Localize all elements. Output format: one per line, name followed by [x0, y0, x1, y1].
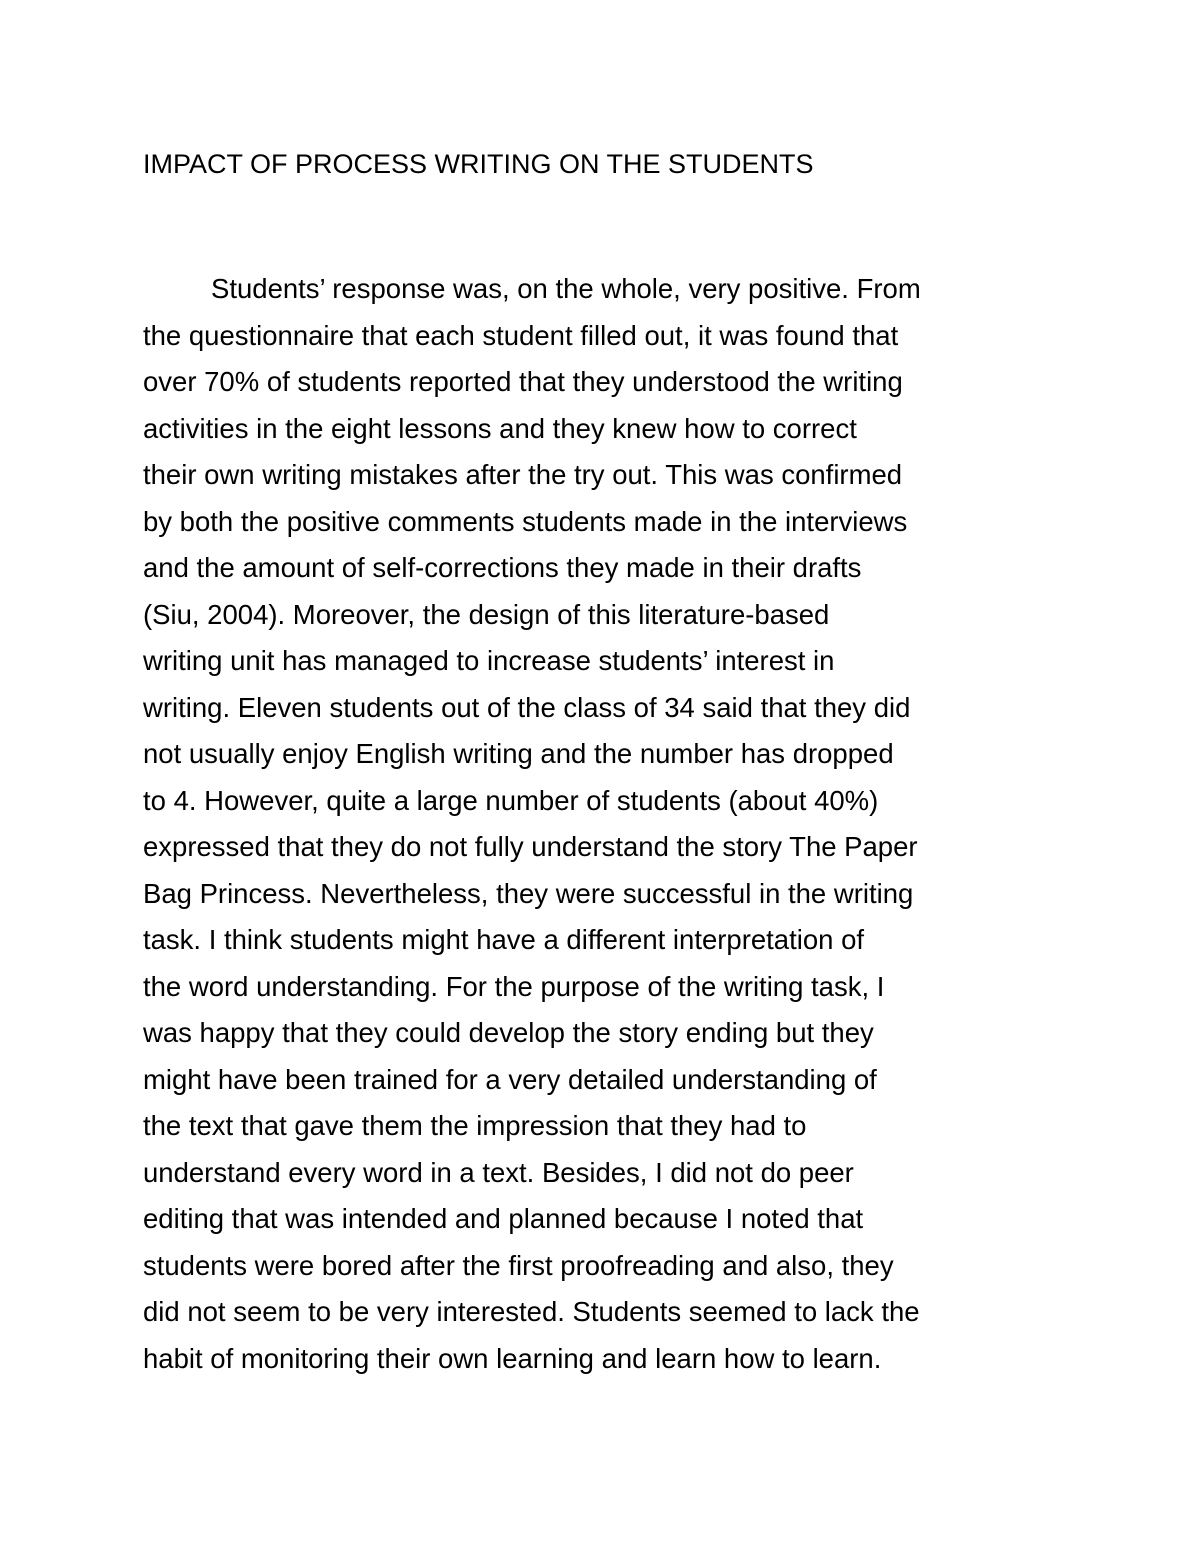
paragraph-line: their own writing mistakes after the try out. This was confirmed	[143, 459, 903, 490]
paragraph-line: was happy that they could develop the story ending but they	[143, 1017, 874, 1048]
paragraph-line: habit of monitoring their own learning and learn how to learn.	[143, 1342, 882, 1374]
paragraph-line: over 70% of students reported that they understood the writing	[143, 366, 903, 397]
paragraph-line: the text that gave them the impression that they had to	[143, 1110, 807, 1141]
paragraph-line: editing that was intended and planned because I noted that	[143, 1203, 864, 1234]
paragraph-line: to 4. However, quite a large number of students (about 40%)	[143, 784, 879, 816]
paragraph-line: Bag Princess. Nevertheless, they were successful in the writing	[143, 877, 914, 909]
paragraph-line: might have been trained for a very detailed understanding of	[143, 1063, 877, 1095]
paragraph-line: students were bored after the first proofreading and also, they	[143, 1249, 894, 1281]
paragraph-line: understand every word in a text. Besides, I did not do peer	[143, 1156, 854, 1188]
paragraph-line: the word understanding. For the purpose of the writing task, I	[143, 970, 885, 1002]
paragraph-line: (Siu, 2004). Moreover, the design of this literature-based	[143, 598, 830, 630]
body-paragraph	[143, 266, 1073, 1382]
paragraph-line: writing. Eleven students out of the class of 34 said that they did	[143, 691, 911, 723]
paragraph-line: not usually enjoy English writing and the number has dropped	[143, 738, 894, 769]
paragraph-line: expressed that they do not fully understand the story The Paper	[143, 831, 918, 862]
paragraph-line: did not seem to be very interested. Students seemed to lack the	[143, 1296, 920, 1327]
paragraph-line: Students’ response was, on the whole, very positive. From	[211, 273, 921, 304]
paragraph-line: the questionnaire that each student filled out, it was found that	[143, 319, 899, 351]
paragraph-line: task. I think students might have a different interpretation of	[143, 924, 865, 955]
paragraph-line: activities in the eight lessons and they knew how to correct	[143, 412, 857, 444]
document-title: IMPACT OF PROCESS WRITING ON THE STUDENTS	[143, 149, 814, 179]
paragraph-line: by both the positive comments students made in the interviews	[143, 505, 908, 537]
paragraph-line: writing unit has managed to increase students’ interest in	[143, 645, 835, 676]
paragraph-line: and the amount of self-corrections they made in their drafts	[143, 552, 862, 583]
